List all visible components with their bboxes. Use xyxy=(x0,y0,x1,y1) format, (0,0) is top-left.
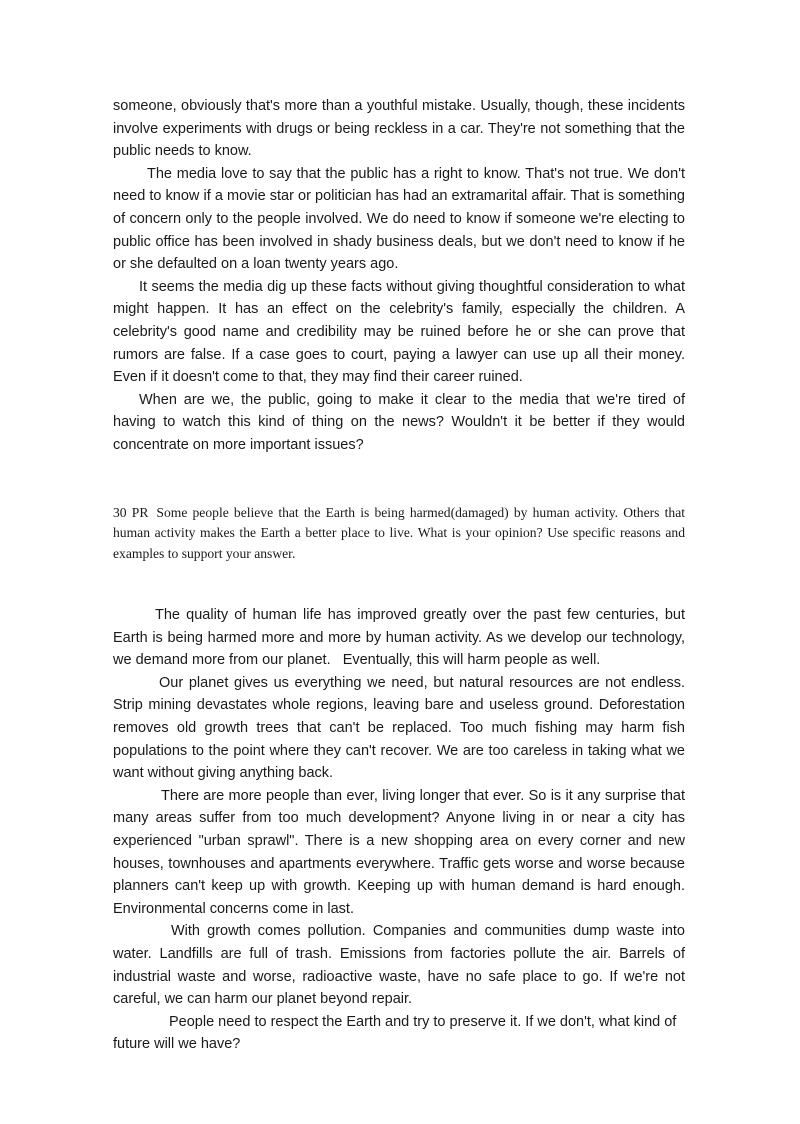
prompt-text: Some people believe that the Earth is being harmed(damaged) by human activity. Others that human activity makes the Earth a better place to live. What is your opinion? Use specific reasons and examples to support your answer. xyxy=(113,504,686,561)
paragraph: It seems the media dig up these facts without giving thoughtful consideration to what might happen. It has an effect on the celebrity's family, especially the children. A celebrity's good name and credibility may be ruined before he or she can prove that rumors are false. If a case goes to court, paying a lawyer can use up all their money. Even if it doesn't come to that, they may find their career ruined. xyxy=(113,278,685,386)
essay-prompt xyxy=(113,503,685,565)
essay-answer xyxy=(113,604,685,1056)
paragraph: There are more people than ever, living longer that ever. So is it any surprise that many areas suffer from too much development? Anyone living in or near a city has experienced "urban sprawl". There is a new shopping area on every corner and new houses, townhouses and apartments everywhere. Traffic gets worse and worse because planners can't keep up with growth. Keeping up with human demand is hard enough. Environmental concerns come in last. xyxy=(113,787,685,917)
document-page xyxy=(113,95,685,1056)
prompt-number: 30 PR xyxy=(113,504,149,520)
paragraph: With growth comes pollution. Companies and communities dump waste into water. Landfills are full of trash. Emissions from factories pollute the air. Barrels of industrial waste and worse, radioactive waste, have no safe place to go. If we're not careful, we can harm our planet beyond repair. xyxy=(113,923,685,1008)
paragraph: People need to respect the Earth and try to preserve it. If we don't, what kind of future will we have? xyxy=(113,1013,677,1053)
essay-previous-continuation xyxy=(113,95,685,457)
paragraph: Our planet gives us everything we need, but natural resources are not endless. Strip mining devastates whole regions, leaving bare and useless ground. Deforestation removes old growth trees that can't be replaced. Too much fishing may harm fish populations to the point where they can't recover. We are too careless in taking what we want without giving anything back. xyxy=(113,674,685,782)
paragraph: When are we, the public, going to make it clear to the media that we're tired of having to watch this kind of thing on the news? Wouldn't it be better if they would concentrate on more important issues? xyxy=(113,391,685,453)
paragraph: The media love to say that the public has a right to know. That's not true. We don't need to know if a movie star or politician has had an extramarital affair. That is something of concern only to the people involved. We do need to know if someone we're electing to public office has been involved in shady business deals, but we don't need to know if he or she defaulted on a loan twenty years ago. xyxy=(113,165,685,273)
paragraph: someone, obviously that's more than a youthful mistake. Usually, though, these incidents involve experiments with drugs or being reckless in a car. They're not something that the public needs to know. xyxy=(113,98,685,160)
paragraph: The quality of human life has improved greatly over the past few centuries, but Earth is being harmed more and more by human activity. As we develop our technology, we demand more from our planet. Eventually, this will harm people as well. xyxy=(113,607,685,669)
